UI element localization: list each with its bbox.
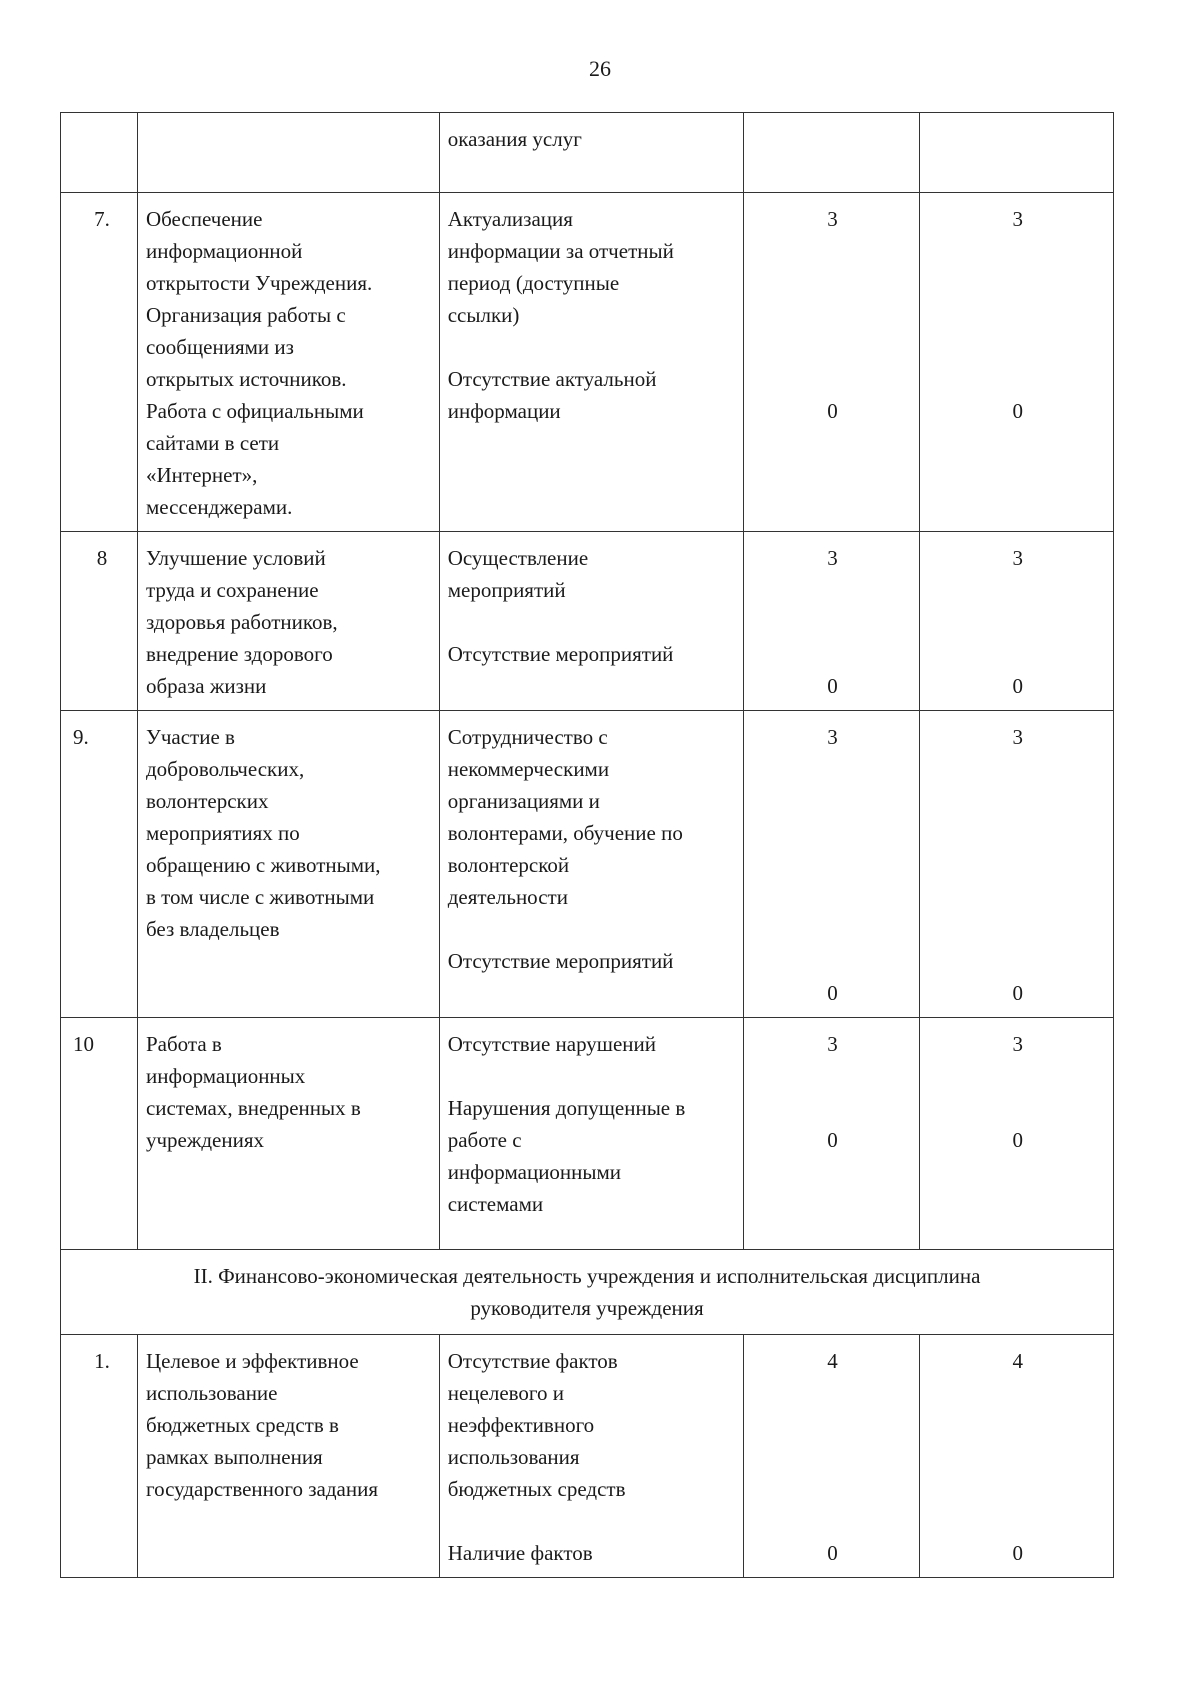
points-value: 0 — [827, 1541, 838, 1565]
criterion-cell — [137, 1018, 439, 1250]
criterion-text: информационных — [145, 1064, 306, 1088]
points-value: 3 — [1012, 207, 1023, 231]
condition-text: Нарушения допущенные в — [447, 1096, 686, 1120]
criterion-text: обращению с животными, — [145, 853, 381, 877]
points-cell — [920, 1335, 1114, 1578]
criterion-text: труда и сохранение — [145, 578, 319, 602]
criterion-text: открытых источников. — [145, 367, 347, 391]
points-value: 0 — [1012, 399, 1023, 423]
points-value: 0 — [827, 981, 838, 1005]
points-value: 0 — [1012, 674, 1023, 698]
condition-text: организациями и — [447, 789, 600, 813]
condition-text: Актуализация — [447, 207, 573, 231]
criterion-cell — [137, 113, 439, 193]
criterion-text: государственного задания — [145, 1477, 379, 1501]
condition-text: Отсутствие актуальной — [447, 367, 657, 391]
criterion-text: Улучшение условий — [145, 546, 326, 570]
table-row — [61, 1018, 1114, 1250]
condition-text: период (доступные — [447, 271, 620, 295]
points-value: 3 — [827, 1032, 838, 1056]
points-cell — [743, 711, 920, 1018]
criterion-text: информационной — [145, 239, 303, 263]
criterion-text: мессенджерами. — [145, 495, 293, 519]
condition-text: ссылки) — [447, 303, 520, 327]
points-cell — [920, 193, 1114, 532]
criterion-text: сообщениями из — [145, 335, 294, 359]
condition-text: информации за отчетный — [447, 239, 674, 263]
criterion-text: в том числе с животными — [145, 885, 375, 909]
condition-text: информации — [447, 399, 561, 423]
criterion-text: Обеспечение — [145, 207, 263, 231]
condition-text: некоммерческими — [447, 757, 610, 781]
condition-text: Осуществление — [447, 546, 589, 570]
row-number-cell — [61, 113, 138, 193]
criterion-text: «Интернет», — [145, 463, 258, 487]
points-value: 0 — [827, 674, 838, 698]
criteria-table — [60, 112, 1114, 1578]
condition-text: Отсутствие фактов — [447, 1349, 618, 1373]
criterion-text: Работа с официальными — [145, 399, 364, 423]
condition-text: Отсутствие мероприятий — [447, 642, 674, 666]
condition-text: неэффективного — [447, 1413, 595, 1437]
row-number-cell: 1. — [61, 1335, 138, 1578]
points-cell — [743, 1335, 920, 1578]
condition-text: волонтерской — [447, 853, 570, 877]
criterion-cell — [137, 193, 439, 532]
points-value: 0 — [827, 1128, 838, 1152]
points-cell — [920, 711, 1114, 1018]
table-row — [61, 113, 1114, 193]
criterion-text: системах, внедренных в — [145, 1096, 361, 1120]
section-header-row — [61, 1250, 1114, 1335]
criterion-text: Работа в — [145, 1032, 222, 1056]
points-cell — [920, 532, 1114, 711]
criterion-cell — [137, 711, 439, 1018]
condition-text: бюджетных средств — [447, 1477, 626, 1501]
section-header — [61, 1250, 1114, 1335]
page-number: 26 — [589, 56, 611, 81]
criterion-text: внедрение здорового — [145, 642, 333, 666]
points-cell — [920, 113, 1114, 193]
criterion-text: рамках выполнения — [145, 1445, 323, 1469]
points-value: 3 — [827, 207, 838, 231]
condition-cell — [439, 1335, 743, 1578]
points-value: 0 — [1012, 1128, 1023, 1152]
condition-text: работе с — [447, 1128, 522, 1152]
criterion-text: Целевое и эффективное — [145, 1349, 359, 1373]
criterion-text: использование — [145, 1381, 278, 1405]
criterion-text: без владельцев — [145, 917, 280, 941]
condition-text: Сотрудничество с — [447, 725, 608, 749]
points-value: 0 — [1012, 1541, 1023, 1565]
criterion-text: Участие в — [145, 725, 235, 749]
condition-text: мероприятий — [447, 578, 566, 602]
row-number-cell: 8 — [61, 532, 138, 711]
points-cell — [743, 1018, 920, 1250]
condition-text: Наличие фактов — [447, 1541, 593, 1565]
section-title-line: руководителя учреждения — [470, 1296, 704, 1320]
condition-cell — [439, 711, 743, 1018]
points-value: 4 — [827, 1349, 838, 1373]
table-row — [61, 532, 1114, 711]
condition-cell — [439, 193, 743, 532]
criterion-text: сайтами в сети — [145, 431, 280, 455]
points-value: 0 — [1012, 981, 1023, 1005]
row-number-cell: 9. — [61, 711, 138, 1018]
condition-text: Отсутствие мероприятий — [447, 949, 674, 973]
condition-text: использования — [447, 1445, 580, 1469]
points-cell — [743, 113, 920, 193]
points-value: 3 — [1012, 1032, 1023, 1056]
table-row — [61, 1335, 1114, 1578]
condition-text: волонтерами, обучение по — [447, 821, 683, 845]
condition-text: оказания услуг — [447, 127, 582, 151]
condition-text: нецелевого и — [447, 1381, 564, 1405]
criterion-text: мероприятиях по — [145, 821, 300, 845]
condition-cell — [439, 1018, 743, 1250]
condition-cell — [439, 113, 743, 193]
points-cell — [920, 1018, 1114, 1250]
condition-text: информационными — [447, 1160, 622, 1184]
condition-cell — [439, 532, 743, 711]
criterion-text: открытости Учреждения. — [145, 271, 373, 295]
condition-text: деятельности — [447, 885, 568, 909]
criterion-text: Организация работы с — [145, 303, 346, 327]
row-number-cell: 10 — [61, 1018, 138, 1250]
points-cell — [743, 193, 920, 532]
criterion-text: бюджетных средств в — [145, 1413, 339, 1437]
criterion-cell — [137, 532, 439, 711]
criterion-text: здоровья работников, — [145, 610, 338, 634]
points-value: 4 — [1012, 1349, 1023, 1373]
points-cell — [743, 532, 920, 711]
points-value: 3 — [827, 546, 838, 570]
points-value: 3 — [827, 725, 838, 749]
points-value: 3 — [1012, 725, 1023, 749]
table-row — [61, 193, 1114, 532]
section-title-line: II. Финансово-экономическая деятельность учреждения и исполнительская дисциплина — [193, 1264, 981, 1288]
criterion-text: волонтерских — [145, 789, 269, 813]
criterion-cell — [137, 1335, 439, 1578]
criterion-text: добровольческих, — [145, 757, 305, 781]
condition-text: Отсутствие нарушений — [447, 1032, 657, 1056]
condition-text: системами — [447, 1192, 544, 1216]
criterion-text: учреждениях — [145, 1128, 265, 1152]
table-row — [61, 711, 1114, 1018]
criterion-text: образа жизни — [145, 674, 267, 698]
points-value: 3 — [1012, 546, 1023, 570]
row-number-cell: 7. — [61, 193, 138, 532]
points-value: 0 — [827, 399, 838, 423]
